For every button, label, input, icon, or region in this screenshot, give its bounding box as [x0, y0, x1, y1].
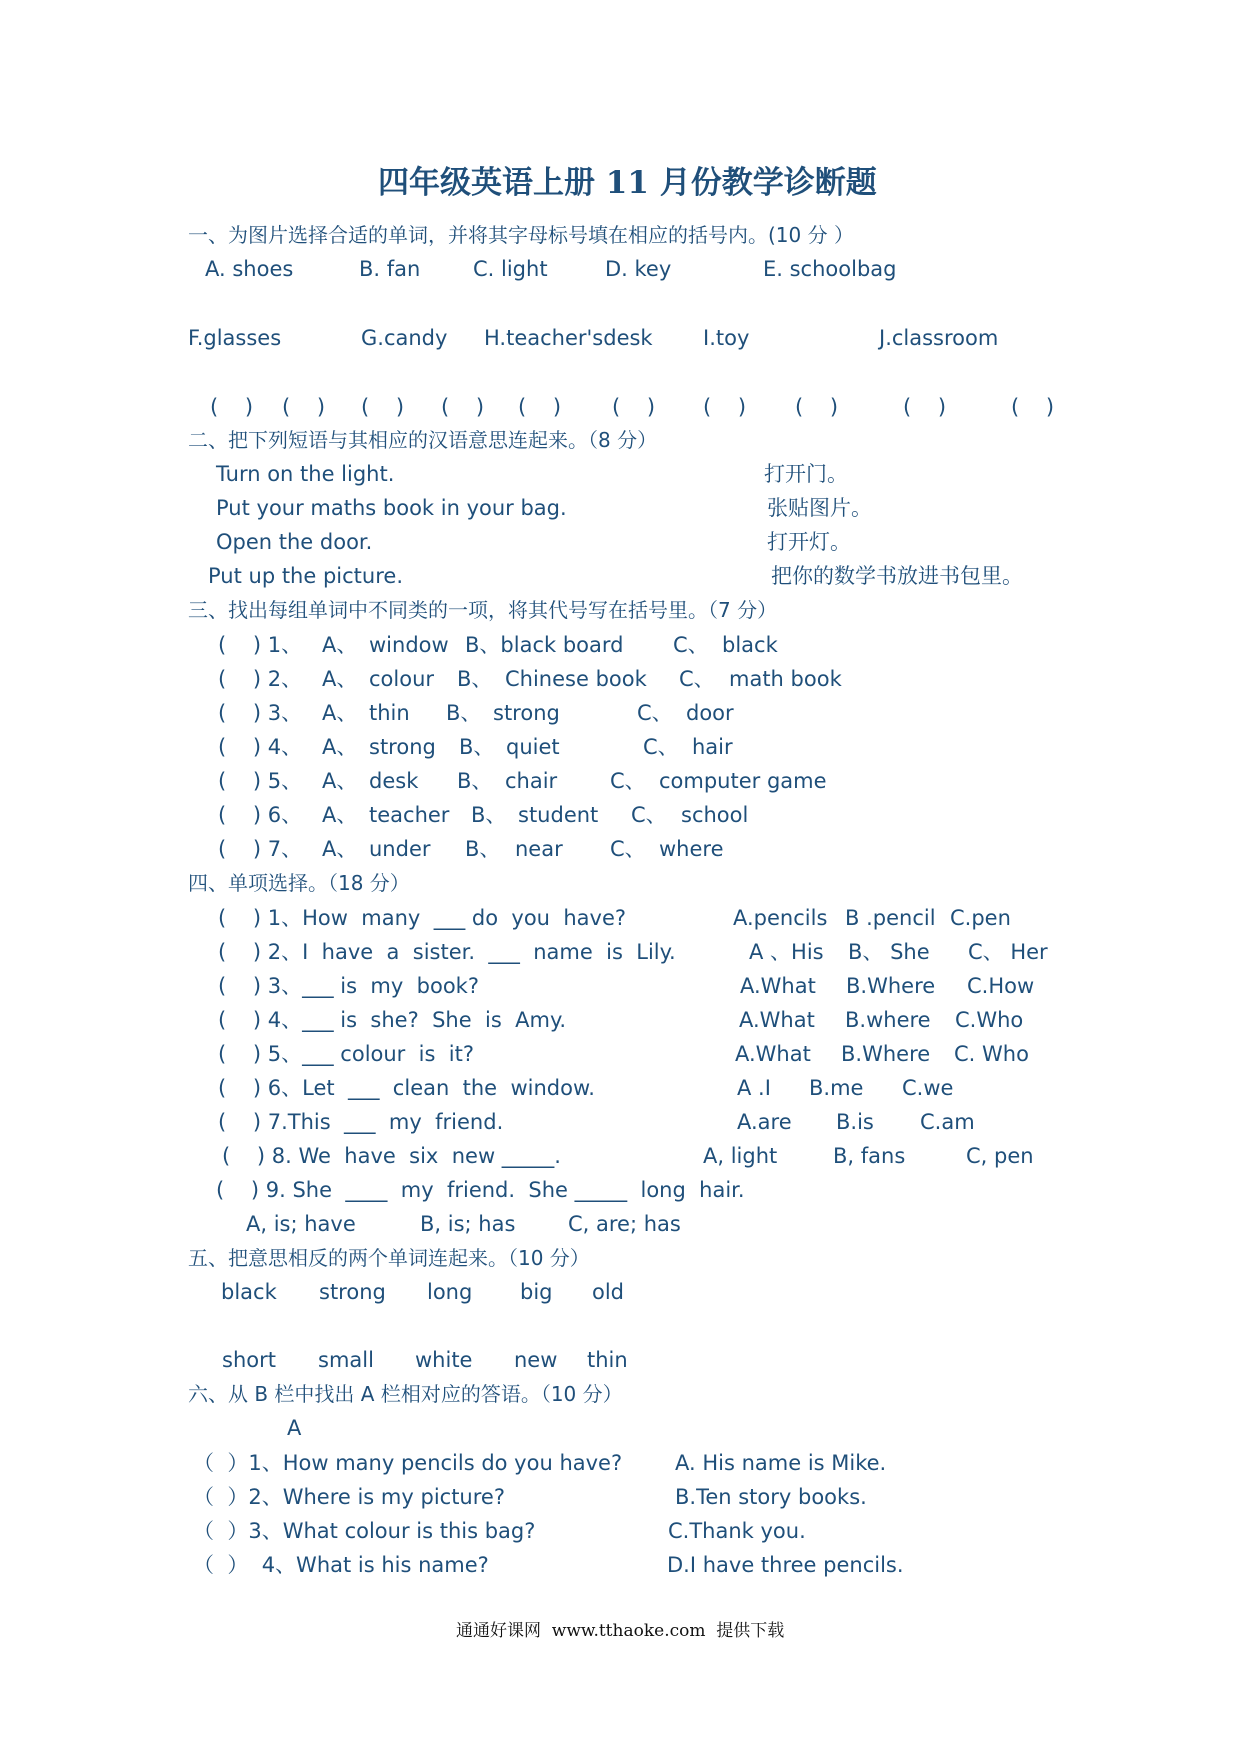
option-label-b: B、	[459, 735, 495, 759]
choice-b: B, fans	[833, 1144, 906, 1168]
option-c: door	[686, 701, 734, 725]
item-number: ( ) 3、	[218, 701, 303, 725]
answer-bracket-3[interactable]: ( )	[361, 395, 405, 419]
choice-c: C、 Her	[968, 940, 1048, 964]
option-a: thin	[369, 701, 410, 725]
choice-c: C, pen	[966, 1144, 1034, 1168]
item-number: ( ) 4、	[218, 735, 303, 759]
option-b: quiet	[506, 735, 560, 759]
word-option-f: F.glasses	[188, 326, 282, 350]
item-number: ( ) 5、	[218, 769, 303, 793]
word-option-h: H.teacher'sdesk	[484, 326, 653, 350]
word-option-c: C. light	[473, 257, 548, 281]
word-short: short	[222, 1348, 276, 1372]
word-thin: thin	[587, 1348, 628, 1372]
choice-a: A.What	[739, 1008, 815, 1032]
answer-bracket-6[interactable]: ( )	[612, 395, 656, 419]
answer-text: B.Ten story books.	[675, 1485, 867, 1509]
option-b: B、black board	[465, 633, 624, 657]
footer-source: 通通好课网 www.tthaoke.com 提供下载	[456, 1621, 785, 1641]
word-option-g: G.candy	[361, 326, 448, 350]
phrase-left-1: Turn on the light.	[216, 462, 395, 486]
option-b: Chinese book	[505, 667, 647, 691]
section-3-heading: 三、找出每组单词中不同类的一项，将其代号写在括号里。（7 分）	[188, 598, 778, 622]
option-c: computer game	[659, 769, 827, 793]
phrase-right-2: 张贴图片。	[767, 496, 872, 520]
word-option-j: J.classroom	[879, 326, 999, 350]
option-label-c: C、	[610, 837, 646, 861]
answer-bracket-10[interactable]: ( )	[1011, 395, 1055, 419]
choice-a: A 、His	[749, 940, 824, 964]
answer-bracket-2[interactable]: ( )	[282, 395, 326, 419]
option-label-c: C、	[673, 633, 709, 657]
word-black: black	[221, 1280, 277, 1304]
question-text: ( ) 5、___ colour is it?	[218, 1042, 475, 1066]
question-text: （ ）3、What colour is this bag?	[193, 1519, 536, 1543]
option-label-a: A、	[322, 735, 358, 759]
option-label-b: B、	[446, 701, 482, 725]
choice-b: B.Where	[846, 974, 936, 998]
option-label-a: A、	[322, 769, 358, 793]
option-label-a: A、	[322, 667, 358, 691]
option-a: strong	[369, 735, 436, 759]
section-5-heading: 五、把意思相反的两个单词连起来。（10 分）	[188, 1246, 590, 1270]
word-old: old	[592, 1280, 625, 1304]
choice-b: B.Where	[841, 1042, 931, 1066]
question-text: ( ) 1、How many ___ do you have?	[218, 906, 627, 930]
phrase-right-1: 打开门。	[764, 462, 848, 486]
option-b: chair	[505, 769, 558, 793]
option-a: colour	[369, 667, 435, 691]
section-6-heading: 六、从 B 栏中找出 A 栏相对应的答语。（10 分）	[188, 1382, 623, 1406]
word-new: new	[514, 1348, 558, 1372]
choice-a: A.pencils	[733, 906, 828, 930]
phrase-right-3: 打开灯。	[767, 530, 851, 554]
option-c: school	[681, 803, 749, 827]
choice-b: B .pencil	[845, 906, 936, 930]
question-text: （ ）1、How many pencils do you have?	[193, 1451, 623, 1475]
answer-bracket-4[interactable]: ( )	[441, 395, 485, 419]
question-text: ( ) 7.This ___ my friend.	[218, 1110, 504, 1134]
question-text: ( ) 6、Let ___ clean the window.	[218, 1076, 595, 1100]
option-label-c: C、	[643, 735, 679, 759]
choice-c: C.Who	[955, 1008, 1024, 1032]
option-c: black	[722, 633, 778, 657]
question-text: ( ) 3、___ is my book?	[218, 974, 479, 998]
word-option-d: D. key	[605, 257, 672, 281]
option-label-b: B、	[471, 803, 507, 827]
question-text: （ ） 4、What is his name?	[193, 1553, 489, 1577]
choice-a: A, light	[703, 1144, 778, 1168]
word-option-i: I.toy	[703, 326, 750, 350]
choice-a: A.are	[737, 1110, 792, 1134]
section-4-heading: 四、单项选择。（18 分）	[188, 871, 410, 895]
choice-c: C, are; has	[568, 1212, 681, 1236]
answer-bracket-8[interactable]: ( )	[795, 395, 839, 419]
option-label-c: C、	[631, 803, 667, 827]
answer-bracket-1[interactable]: ( )	[210, 395, 254, 419]
section-2-heading: 二、把下列短语与其相应的汉语意思连起来。（8 分）	[188, 428, 658, 452]
choice-b: B.where	[845, 1008, 931, 1032]
option-a: teacher	[369, 803, 450, 827]
column-a-label: A	[287, 1416, 302, 1440]
phrase-left-3: Open the door.	[216, 530, 373, 554]
option-b: near	[515, 837, 563, 861]
option-a: desk	[369, 769, 419, 793]
choice-c: C. Who	[954, 1042, 1029, 1066]
option-c: math book	[729, 667, 842, 691]
choice-c: C.we	[902, 1076, 954, 1100]
question-text: （ ）2、Where is my picture?	[193, 1485, 505, 1509]
word-long: long	[427, 1280, 473, 1304]
question-text: ( ) 4、___ is she? She is Amy.	[218, 1008, 567, 1032]
option-label-c: C、	[610, 769, 646, 793]
option-label-a: A、	[322, 837, 358, 861]
option-c: where	[659, 837, 724, 861]
option-label-c: C、	[637, 701, 673, 725]
choice-b: B.me	[809, 1076, 864, 1100]
word-option-a: A. shoes	[205, 257, 294, 281]
answer-bracket-7[interactable]: ( )	[703, 395, 747, 419]
option-a: under	[369, 837, 431, 861]
question-text: ( ) 2、I have a sister. ___ name is Lily.	[218, 940, 676, 964]
answer-text: A. His name is Mike.	[675, 1451, 887, 1475]
choice-b: B、 She	[848, 940, 930, 964]
choice-c: C.am	[920, 1110, 975, 1134]
item-number: ( ) 7、	[218, 837, 303, 861]
answer-text: D.I have three pencils.	[667, 1553, 904, 1577]
option-label-a: A、	[322, 803, 358, 827]
page-title: 四年级英语上册 11 月份教学诊断题	[378, 165, 877, 201]
phrase-left-4: Put up the picture.	[208, 564, 403, 588]
option-c: hair	[692, 735, 733, 759]
option-label-b: B、	[465, 837, 501, 861]
choice-a: A.What	[740, 974, 816, 998]
choice-a: A .I	[737, 1076, 771, 1100]
section-1-heading: 一、为图片选择合适的单词，并将其字母标号填在相应的括号内。(10 分 ）	[188, 223, 854, 247]
option-label-b: B、	[457, 769, 493, 793]
choice-b: B, is; has	[420, 1212, 516, 1236]
word-white: white	[415, 1348, 473, 1372]
phrase-right-4: 把你的数学书放进书包里。	[771, 564, 1023, 588]
phrase-left-2: Put your maths book in your bag.	[216, 496, 567, 520]
word-big: big	[520, 1280, 553, 1304]
choice-b: B.is	[836, 1110, 874, 1134]
word-option-e: E. schoolbag	[763, 257, 897, 281]
option-label-c: C、	[679, 667, 715, 691]
word-small: small	[318, 1348, 374, 1372]
option-label-a: A、	[322, 701, 358, 725]
option-b: student	[518, 803, 599, 827]
item-number: ( ) 2、	[218, 667, 303, 691]
question-text: ( ) 8. We have six new _____.	[222, 1144, 561, 1168]
choice-a: A, is; have	[246, 1212, 356, 1236]
item-number: ( ) 1、	[218, 633, 303, 657]
word-option-b: B. fan	[359, 257, 421, 281]
word-strong: strong	[319, 1280, 386, 1304]
item-number: ( ) 6、	[218, 803, 303, 827]
option-a: window	[369, 633, 449, 657]
choice-a: A.What	[735, 1042, 811, 1066]
choice-c: C.pen	[950, 906, 1011, 930]
choice-c: C.How	[967, 974, 1035, 998]
question-text: ( ) 9. She ____ my friend. She _____ long hair.	[216, 1178, 745, 1202]
option-b: strong	[493, 701, 560, 725]
option-label-b: B、	[457, 667, 493, 691]
answer-bracket-9[interactable]: ( )	[903, 395, 947, 419]
option-label-a: A、	[322, 633, 358, 657]
answer-text: C.Thank you.	[668, 1519, 806, 1543]
answer-bracket-5[interactable]: ( )	[518, 395, 562, 419]
